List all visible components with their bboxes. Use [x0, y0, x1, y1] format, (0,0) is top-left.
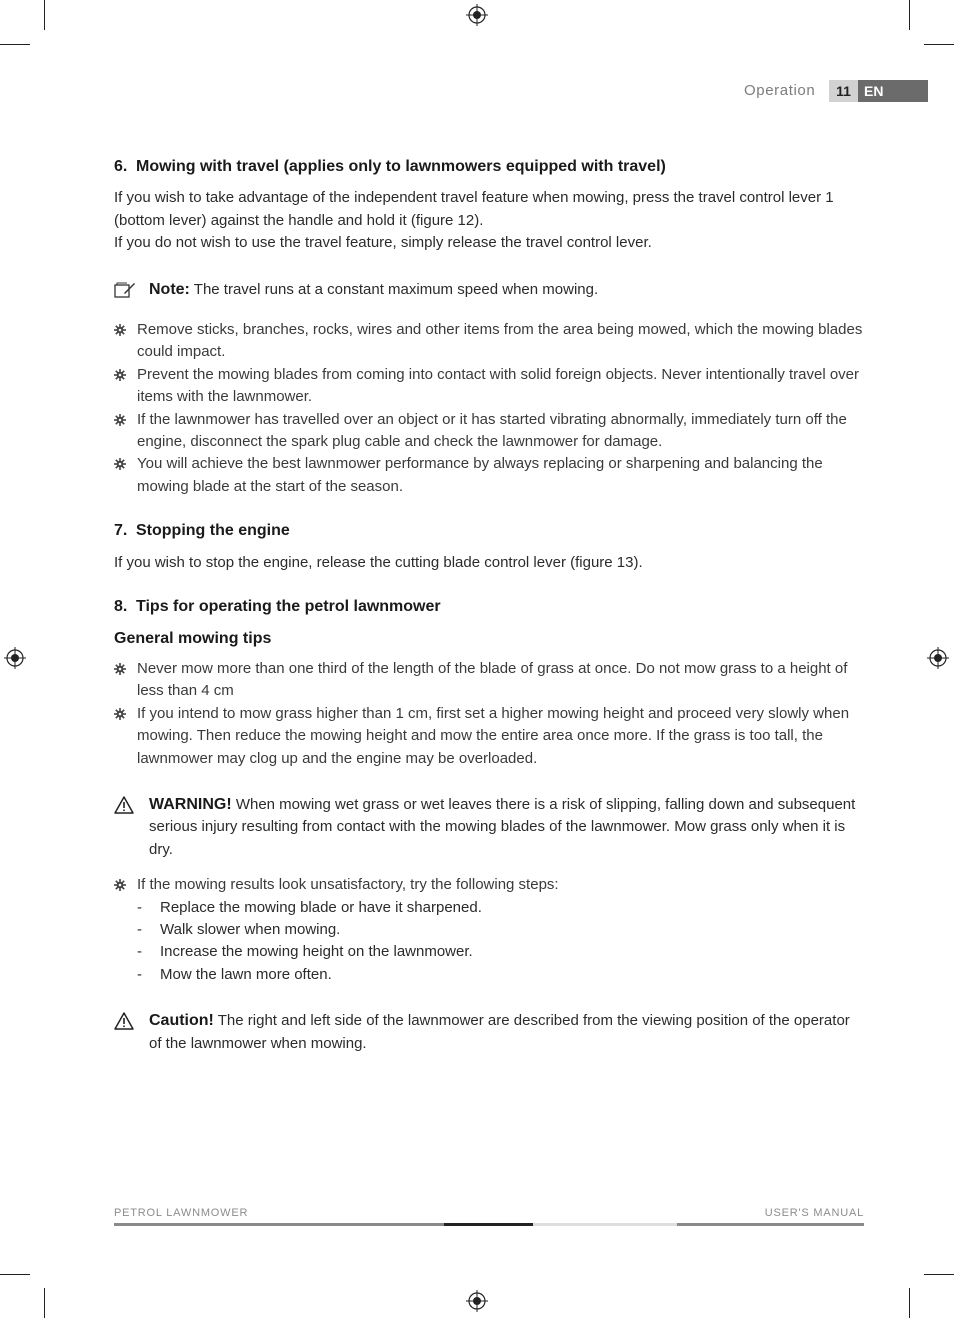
steps-list	[114, 897, 866, 987]
warning-triangle-icon	[114, 1012, 136, 1030]
registration-mark-icon	[927, 647, 949, 669]
footer-left: PETROL LAWNMOWER	[114, 1207, 249, 1219]
warning-text: When mowing wet grass or wet leaves there is a risk of slipping, falling down and subsequent serious injury resulting from contact with the mowing blades of the lawnmower. Mow grass only when it is dry.	[149, 795, 856, 858]
page-content	[114, 156, 866, 1055]
crop-mark	[924, 1274, 954, 1275]
gear-bullet-icon	[114, 369, 126, 381]
crop-mark	[0, 44, 30, 45]
list-item: Never mow more than one third of the length of the blade of grass at once. Do not mow grass to a height of less than 4 cm	[114, 658, 866, 703]
gear-bullet-icon	[114, 708, 126, 720]
list-item: - Walk slower when mowing.	[137, 920, 341, 938]
bullet-list	[114, 658, 866, 770]
list-item: Remove sticks, branches, rocks, wires and other items from the area being mowed, which the mowing blades could impact.	[114, 319, 866, 364]
crop-mark	[909, 0, 910, 30]
caution-label: Caution!	[149, 1012, 214, 1030]
gear-bullet-icon	[114, 324, 126, 336]
list-item: If the mowing results look unsatisfactory, try the following steps:	[114, 874, 866, 896]
gear-bullet-icon	[114, 458, 126, 470]
crop-mark	[0, 1274, 30, 1275]
language-code: EN	[864, 83, 884, 99]
list-item: - Replace the mowing blade or have it sharpened.	[137, 898, 482, 916]
crop-mark	[44, 1288, 45, 1318]
gear-bullet-icon	[114, 414, 126, 426]
registration-mark-icon	[466, 4, 488, 26]
footer-rule	[114, 1223, 444, 1226]
registration-mark-icon	[4, 647, 26, 669]
registration-mark-icon	[466, 1290, 488, 1312]
list-item: If you intend to mow grass higher than 1 cm, first set a higher mowing height and proceed very slowly when mowing. Then reduce the mowing height and mow the entire area once more. If the grass is too tall, the lawnmower may clog up and the engine may be overloaded.	[114, 703, 866, 770]
note-text: The travel runs at a constant maximum speed when mowing.	[189, 280, 599, 298]
bullet-list	[114, 874, 866, 896]
subheading: General mowing tips	[114, 629, 272, 647]
section-7-heading: 7. Stopping the engine	[114, 522, 290, 540]
caution-block	[114, 1010, 866, 1055]
section-8-heading: 8. Tips for operating the petrol lawnmower	[114, 598, 441, 616]
paragraph: If you wish to stop the engine, release the cutting blade control lever (figure 13).	[114, 553, 643, 571]
list-item: - Increase the mowing height on the lawnmower.	[137, 943, 473, 961]
crop-mark	[44, 0, 45, 30]
header-section-label: Operation	[744, 82, 816, 99]
gear-bullet-icon	[114, 663, 126, 675]
footer-rule	[444, 1223, 533, 1226]
warning-block	[114, 794, 866, 861]
list-item: - Mow the lawn more often.	[137, 965, 332, 983]
paragraph: If you wish to take advantage of the independent travel feature when mowing, press the travel control lever 1 (bottom lever) against the handle and hold it (figure 12).	[114, 189, 834, 229]
list-item: If the lawnmower has travelled over an object or it has started vibrating abnormally, immediately turn off the engine, disconnect the spark plug cable and check the lawnmower for damage.	[114, 409, 866, 454]
footer-rule	[533, 1223, 677, 1226]
section-6-heading: 6. Mowing with travel (applies only to lawnmowers equipped with travel)	[114, 158, 666, 175]
bullet-list	[114, 319, 866, 498]
footer-rule	[677, 1223, 864, 1226]
caution-text: The right and left side of the lawnmower are described from the viewing position of the operator of the lawnmower when mowing.	[149, 1012, 850, 1052]
paragraph: If you do not wish to use the travel feature, simply release the travel control lever.	[114, 234, 652, 252]
note-label: Note:	[149, 280, 190, 298]
note-block	[114, 279, 866, 301]
list-item: Prevent the mowing blades from coming into contact with solid foreign objects. Never intentionally travel over items with the lawnmower.	[114, 364, 866, 409]
gear-bullet-icon	[114, 879, 126, 891]
warning-label: WARNING!	[149, 795, 232, 813]
warning-triangle-icon	[114, 796, 136, 814]
note-pencil-icon	[114, 281, 136, 299]
crop-mark	[909, 1288, 910, 1318]
list-item: You will achieve the best lawnmower performance by always replacing or sharpening and balancing the mowing blade at the start of the season.	[114, 453, 866, 498]
crop-mark	[924, 44, 954, 45]
page-number: 11	[829, 80, 858, 102]
footer-right: USER'S MANUAL	[764, 1207, 864, 1219]
